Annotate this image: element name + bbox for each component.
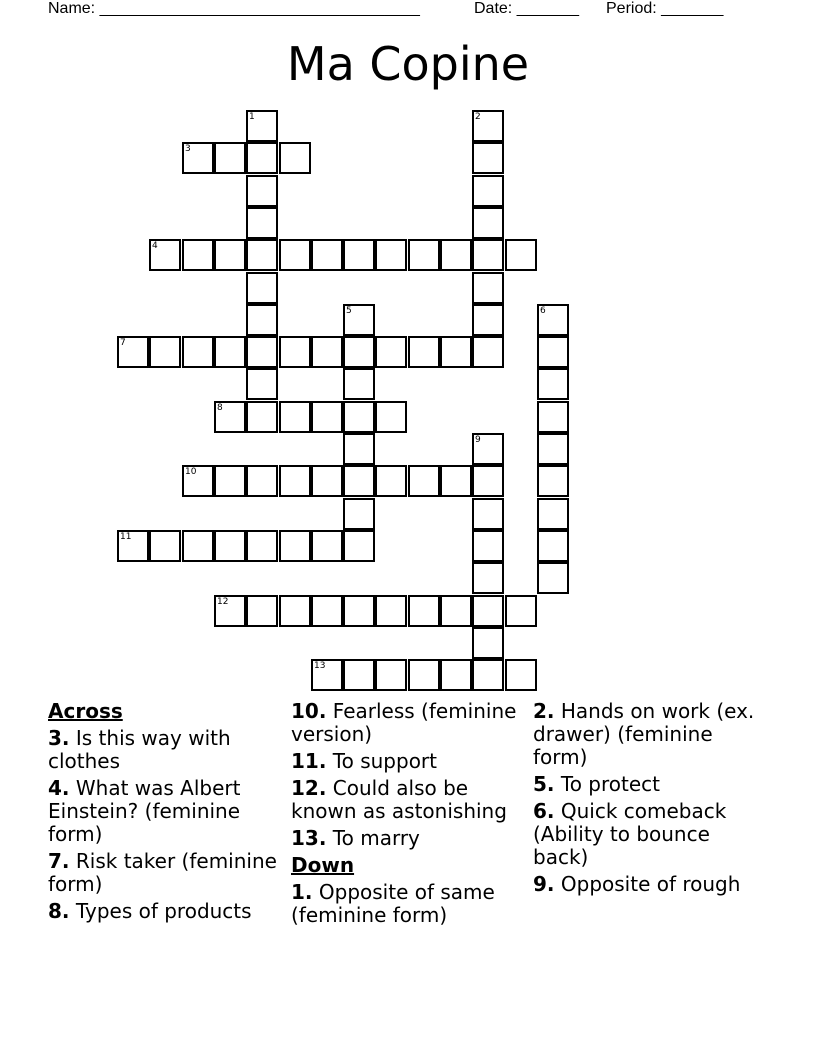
grid-cell[interactable] — [440, 465, 472, 497]
clue-across-7: 7. Risk taker (feminine form) — [48, 849, 277, 896]
grid-cell[interactable] — [279, 530, 311, 562]
clue-column-3 — [533, 700, 765, 900]
grid-cell[interactable] — [505, 659, 537, 691]
grid-cell[interactable] — [311, 530, 343, 562]
grid-cell[interactable] — [375, 595, 407, 627]
grid-cell[interactable] — [246, 336, 278, 368]
grid-cell[interactable] — [149, 530, 181, 562]
grid-cell[interactable] — [246, 595, 278, 627]
grid-cell[interactable] — [279, 336, 311, 368]
grid-cell[interactable] — [375, 336, 407, 368]
grid-cell[interactable] — [472, 498, 504, 530]
grid-cell[interactable] — [472, 110, 504, 142]
grid-cell[interactable] — [246, 272, 278, 304]
clue-down-6: 6. Quick comeback (Ability to bounce back) — [533, 799, 727, 869]
grid-cell[interactable] — [472, 207, 504, 239]
clue-down-1: 1. Opposite of same (feminine form) — [291, 880, 495, 927]
grid-cell[interactable] — [472, 530, 504, 562]
clue-across-12: 12. Could also be known as astonishing — [291, 776, 507, 823]
grid-cell[interactable] — [246, 239, 278, 271]
clue-down-9: 9. Opposite of rough — [533, 872, 741, 896]
grid-cell[interactable] — [472, 595, 504, 627]
grid-cell[interactable] — [343, 368, 375, 400]
grid-cell[interactable] — [343, 304, 375, 336]
clue-number: 10 — [185, 467, 197, 477]
clue-column-2 — [291, 700, 523, 931]
grid-cell[interactable] — [246, 401, 278, 433]
clue-number: 13 — [314, 661, 326, 671]
grid-cell[interactable] — [537, 498, 569, 530]
grid-cell[interactable] — [182, 465, 214, 497]
grid-cell[interactable] — [343, 659, 375, 691]
grid-cell[interactable] — [537, 304, 569, 336]
clue-number: 1 — [249, 112, 255, 122]
grid-cell[interactable] — [214, 595, 246, 627]
grid-cell[interactable] — [343, 530, 375, 562]
page-title: Ma Copine — [286, 37, 530, 91]
grid-cell[interactable] — [311, 239, 343, 271]
clue-number: 2 — [475, 112, 481, 122]
clue-down-2: 2. Hands on work (ex. drawer) (feminine form) — [533, 699, 755, 769]
grid-cell[interactable] — [505, 595, 537, 627]
grid-cell[interactable] — [246, 110, 278, 142]
grid-cell[interactable] — [537, 562, 569, 594]
grid-cell[interactable] — [279, 142, 311, 174]
grid-cell[interactable] — [214, 336, 246, 368]
grid-cell[interactable] — [311, 401, 343, 433]
grid-cell[interactable] — [246, 368, 278, 400]
grid-cell[interactable] — [149, 336, 181, 368]
clue-across-8: 8. Types of products — [48, 899, 252, 923]
grid-cell[interactable] — [375, 659, 407, 691]
clue-number: 6 — [540, 306, 546, 316]
grid-cell[interactable] — [182, 239, 214, 271]
grid-cell[interactable] — [279, 595, 311, 627]
grid-cell[interactable] — [472, 627, 504, 659]
grid-cell[interactable] — [440, 239, 472, 271]
grid-cell[interactable] — [311, 659, 343, 691]
down-heading: Down — [291, 853, 355, 877]
grid-cell[interactable] — [408, 336, 440, 368]
grid-cell[interactable] — [408, 239, 440, 271]
grid-cell[interactable] — [472, 562, 504, 594]
grid-cell[interactable] — [117, 336, 149, 368]
grid-cell[interactable] — [472, 239, 504, 271]
grid-cell[interactable] — [343, 401, 375, 433]
grid-cell[interactable] — [537, 465, 569, 497]
grid-cell[interactable] — [472, 142, 504, 174]
grid-cell[interactable] — [472, 465, 504, 497]
grid-cell[interactable] — [279, 239, 311, 271]
clue-number: 11 — [120, 532, 132, 542]
grid-cell[interactable] — [182, 336, 214, 368]
grid-cell[interactable] — [440, 659, 472, 691]
grid-cell[interactable] — [472, 272, 504, 304]
clue-across-3: 3. Is this way with clothes — [48, 726, 231, 773]
grid-cell[interactable] — [246, 207, 278, 239]
grid-cell[interactable] — [246, 304, 278, 336]
grid-cell[interactable] — [279, 401, 311, 433]
grid-cell[interactable] — [214, 401, 246, 433]
grid-cell[interactable] — [505, 239, 537, 271]
clue-number: 7 — [120, 338, 126, 348]
grid-cell[interactable] — [343, 498, 375, 530]
clue-across-13: 13. To marry — [291, 826, 420, 850]
across-heading: Across — [48, 699, 123, 723]
grid-cell[interactable] — [246, 465, 278, 497]
grid-cell[interactable] — [343, 239, 375, 271]
clue-number: 3 — [185, 144, 191, 154]
clue-down-5: 5. To protect — [533, 772, 660, 796]
grid-cell[interactable] — [311, 336, 343, 368]
date-field-label: Date: _______ — [474, 0, 579, 17]
grid-cell[interactable] — [311, 465, 343, 497]
grid-cell[interactable] — [537, 401, 569, 433]
clue-number: 5 — [346, 306, 352, 316]
grid-cell[interactable] — [472, 659, 504, 691]
name-field-label: Name: ____________________________________ — [48, 0, 420, 17]
grid-cell[interactable] — [440, 336, 472, 368]
clue-across-11: 11. To support — [291, 749, 437, 773]
grid-cell[interactable] — [472, 304, 504, 336]
grid-cell[interactable] — [246, 175, 278, 207]
clue-across-10: 10. Fearless (feminine version) — [291, 699, 517, 746]
clue-column-1 — [48, 700, 280, 927]
clue-number: 8 — [217, 403, 223, 413]
grid-cell[interactable] — [182, 530, 214, 562]
grid-cell[interactable] — [214, 530, 246, 562]
period-field-label: Period: _______ — [606, 0, 724, 17]
grid-cell[interactable] — [440, 595, 472, 627]
grid-cell[interactable] — [537, 530, 569, 562]
grid-cell[interactable] — [375, 401, 407, 433]
clue-number: 9 — [475, 435, 481, 445]
clue-across-4: 4. What was Albert Einstein? (feminine form) — [48, 776, 241, 846]
grid-cell[interactable] — [408, 595, 440, 627]
grid-cell[interactable] — [149, 239, 181, 271]
grid-cell[interactable] — [117, 530, 149, 562]
grid-cell[interactable] — [343, 595, 375, 627]
grid-cell[interactable] — [472, 175, 504, 207]
grid-cell[interactable] — [311, 595, 343, 627]
grid-cell[interactable] — [537, 336, 569, 368]
clue-number: 4 — [152, 241, 158, 251]
clue-number: 12 — [217, 597, 229, 607]
grid-cell[interactable] — [375, 239, 407, 271]
grid-cell[interactable] — [375, 465, 407, 497]
grid-cell[interactable] — [408, 465, 440, 497]
grid-cell[interactable] — [472, 433, 504, 465]
grid-cell[interactable] — [246, 530, 278, 562]
grid-cell[interactable] — [246, 142, 278, 174]
grid-cell[interactable] — [343, 465, 375, 497]
grid-cell[interactable] — [214, 142, 246, 174]
grid-cell[interactable] — [214, 465, 246, 497]
grid-cell[interactable] — [214, 239, 246, 271]
grid-cell[interactable] — [472, 336, 504, 368]
grid-cell[interactable] — [343, 433, 375, 465]
grid-cell[interactable] — [408, 659, 440, 691]
grid-cell[interactable] — [279, 465, 311, 497]
grid-cell[interactable] — [182, 142, 214, 174]
grid-cell[interactable] — [537, 368, 569, 400]
grid-cell[interactable] — [537, 433, 569, 465]
grid-cell[interactable] — [343, 336, 375, 368]
